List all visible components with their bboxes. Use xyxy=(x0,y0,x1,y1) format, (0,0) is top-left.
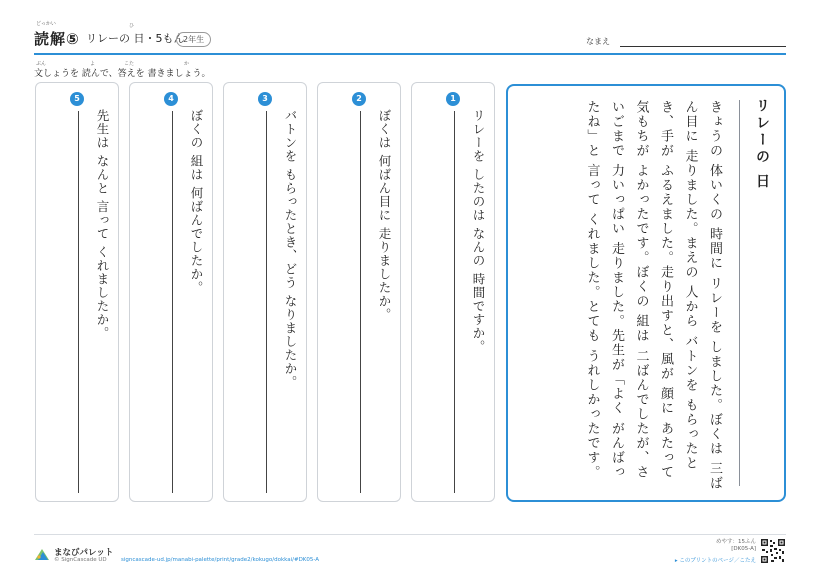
question-card-5 xyxy=(35,82,119,502)
answer-line[interactable] xyxy=(360,111,361,493)
palette-logo-icon xyxy=(34,546,50,562)
question-number: 2 xyxy=(352,92,366,106)
answer-line[interactable] xyxy=(78,111,79,493)
question-card-3 xyxy=(223,82,307,502)
instruction-ruby: ぶん xyxy=(36,61,47,67)
question-text: 先生は なんと 言って くれましたか。 xyxy=(95,109,110,340)
passage-title: リレーの 日 xyxy=(754,98,770,191)
name-label: なまえ xyxy=(586,37,610,46)
question-card-4 xyxy=(129,82,213,502)
question-text: ぼくは 何ばん目に 走りましたか。 xyxy=(377,109,392,322)
footer-divider xyxy=(34,534,786,535)
name-field[interactable] xyxy=(620,46,786,47)
question-text: リレーを したのは なんの 時間ですか。 xyxy=(471,109,486,354)
question-number: 4 xyxy=(164,92,178,106)
question-number: 3 xyxy=(258,92,272,106)
answer-line[interactable] xyxy=(172,111,173,493)
footer-url-link[interactable]: signcascade-ud.jp/manabi-palette/print/grade2/kokugo/dokkai/#DK05-A xyxy=(121,557,320,563)
qr-code-icon[interactable] xyxy=(760,538,786,564)
passage-body: きょうの 体いくの 時間に リレーを しました。ぼくは 三ばん目に 走りました。まえの 人から バトンを もらったとき、手が ふるえました。走り出すと、風が 顔に あたって 気もちが よかったです。ぼくの 組は 二ばんでしたが、さいごまで 力いっぱい 走りました。先生が「よく がんばったね」と 言って くれました。とても うれしかったです。 xyxy=(584,100,722,491)
subtitle-ruby: ひ xyxy=(129,23,135,29)
instruction-ruby: よ xyxy=(90,61,96,67)
instruction-text: 文しょうを 読んで、答えを 書きましょう。 xyxy=(34,69,211,79)
question-number: 5 xyxy=(70,92,84,106)
question-number: 1 xyxy=(446,92,460,106)
brand-logo-text: まなびパレット xyxy=(54,548,114,558)
copyright-text: © SignCascade UD xyxy=(54,557,107,563)
instruction-ruby: こた xyxy=(124,61,135,67)
worksheet-code: [DK05-A] xyxy=(731,546,756,552)
grade-badge: 2年生 xyxy=(176,32,211,47)
worksheet-title: 読解⑤ xyxy=(34,30,80,48)
answer-line[interactable] xyxy=(454,111,455,493)
title-ruby: どっかい xyxy=(36,21,56,27)
question-card-1 xyxy=(411,82,495,502)
answer-page-link[interactable]: ▸ このプリントのページ／こたえ xyxy=(674,558,756,564)
worksheet-header xyxy=(34,20,786,54)
time-estimate: めやす：15ふん xyxy=(716,539,756,545)
header-divider xyxy=(34,53,786,55)
question-text: ぼくの 組は 何ばんでしたか。 xyxy=(189,109,204,295)
question-card-2 xyxy=(317,82,401,502)
question-text: バトンを もらったとき、どう なりましたか。 xyxy=(283,109,298,389)
instruction-ruby: か xyxy=(184,61,190,67)
worksheet-subtitle: リレーの 日・5もん xyxy=(86,32,185,45)
answer-line[interactable] xyxy=(266,111,267,493)
reading-passage xyxy=(506,84,786,502)
passage-divider xyxy=(739,100,740,486)
